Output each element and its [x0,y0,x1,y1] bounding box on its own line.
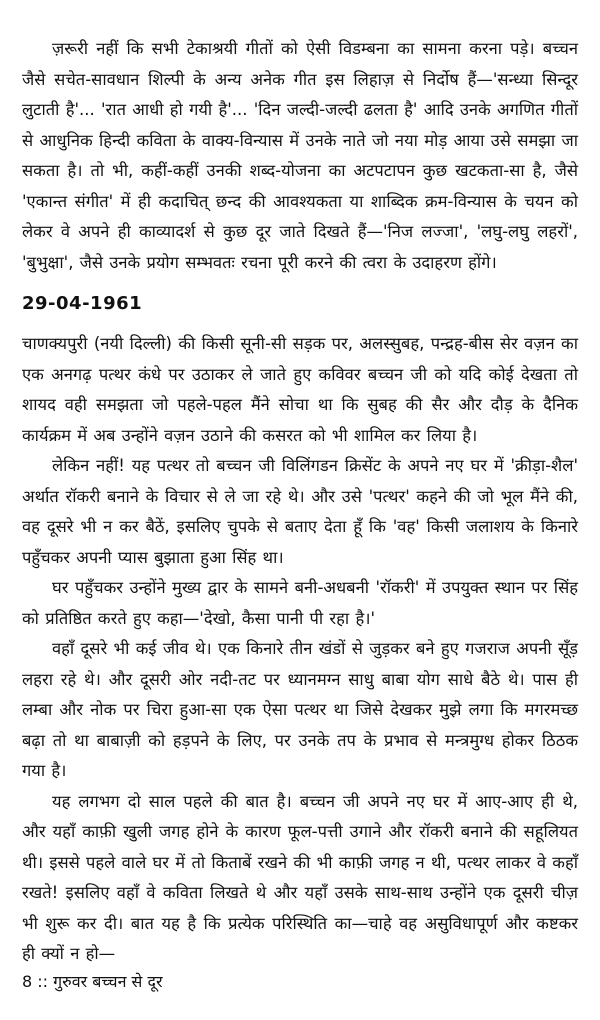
intro-paragraph: ज़रूरी नहीं कि सभी टेकाश्रयी गीतों को ऐसी विडम्बना का सामना करना पड़े। बच्चन जैसे सचेत-सावधान शिल्पी के अन्य अनेक गीत इस लिहाज़ से निर्दोष हैं—'सन्ध्या सिन्दूर लुटाती है'... 'रात आधी हो गयी है'... 'दिन जल्दी-जल्दी ढलता है' आदि उनके अगणित गीतों से आधुनिक हिन्दी कविता के वाक्य-विन्यास में उनके नाते जो नया मोड़ आया उसे समझा जा सकता है। तो भी, कहीं-कहीं उनकी शब्द-योजना का अटपटापन कुछ खटकता-सा है, जैसे 'एकान्त संगीत' में ही कदाचित् छन्द की आवश्यकता या शाब्दिक क्रम-विन्यास के चयन को लेकर वे अपने ही काव्यादर्श से कुछ दूर जाते दिखते हैं—'निज लज्जा', 'लघु-लघु लहरों', 'बुभुक्षा', जैसे उनके प्रयोग सम्भवतः रचना पूरी करने की त्वरा के उदाहरण होंगे। [22,39,578,272]
body-paragraph: यह लगभग दो साल पहले की बात है। बच्चन जी अपने नए घर में आए-आए ही थे, और यहाँ काफ़ी खुली जगह होने के कारण फूल-पत्ती उगाने और रॉकरी बनाने की सहूलियत थी। इससे पहले वाले घर में तो किताबें रखने की भी काफ़ी जगह न थी, पत्थर लाकर वे कहाँ रखते! इसलिए वहाँ वे कविता लिखते थे और यहाँ उसके साथ-साथ उन्होंने एक दूसरी चीज़ भी शुरू कर दी। बात यह है कि प्रत्येक परिस्थिति का—चाहे वह असुविधापूर्ण और कष्टकर ही क्यों न हो— [22,791,578,963]
body-paragraph: घर पहुँचकर उन्होंने मुख्य द्वार के सामने बनी-अधबनी 'रॉकरी' में उपयुक्त स्थान पर सिंह को प्रतिष्ठित करते हुए कहा—'देखो, कैसा पानी पी रहा है।' [22,578,578,628]
body-paragraph: वहाँ दूसरे भी कई जीव थे। एक किनारे तीन खंडों से जुड़कर बने हुए गजराज अपनी सूँड़ लहरा रहे थे। और दूसरी ओर नदी-तट पर ध्यानमग्न साधु बाबा योग साधे बैठे थे। पास ही लम्बा और नोक पर चिरा हुआ-सा एक ऐसा पत्थर था जिसे देखकर मुझे लगा कि मगरमच्छ बढ़ा तो था बाबाज़ी को हड़पने के लिए, पर उनके तप के प्रभाव से मन्त्रमुग्ध होकर ठिठक गया है। [22,639,578,780]
body-paragraph: लेकिन नहीं! यह पत्थर तो बच्चन जी विलिंगडन क्रिसेंट के अपने नए घर में 'क्रीड़ा-शैल' अर्थात रॉकरी बनाने के विचार से ले जा रहे थे। और उसे 'पत्थर' कहने की जो भूल मैंने की, वह दूसरे भी न कर बैठें, इसलिए चुपके से बताए देता हूँ कि 'वह' किसी जलाशय के किनारे पहुँचकर अपनी प्यास बुझाता हुआ सिंह था। [22,456,578,567]
page-body [22,34,578,970]
page-number: 8 [22,972,33,991]
book-title: गुरुवर बच्चन से दूर [53,972,163,991]
page-footer [22,970,163,994]
body-paragraph: चाणक्यपुरी (नयी दिल्ली) की किसी सूनी-सी सड़क पर, अलस्सुबह, पन्द्रह-बीस सेर वज़न का एक अनगढ़ पत्थर कंधे पर उठाकर ले जाते हुए कविवर बच्चन जी को यदि कोई देखता तो शायद वही समझता जो पहले-पहल मैंने सोचा था कि सुबह की सैर और दौड़ के दैनिक कार्यक्रम में अब उन्होंने वज़न उठाने की कसरत को भी शामिल कर लिया है। [22,334,578,445]
date-heading: 29-04-1961 [22,293,143,314]
footer-separator: :: [37,972,49,991]
